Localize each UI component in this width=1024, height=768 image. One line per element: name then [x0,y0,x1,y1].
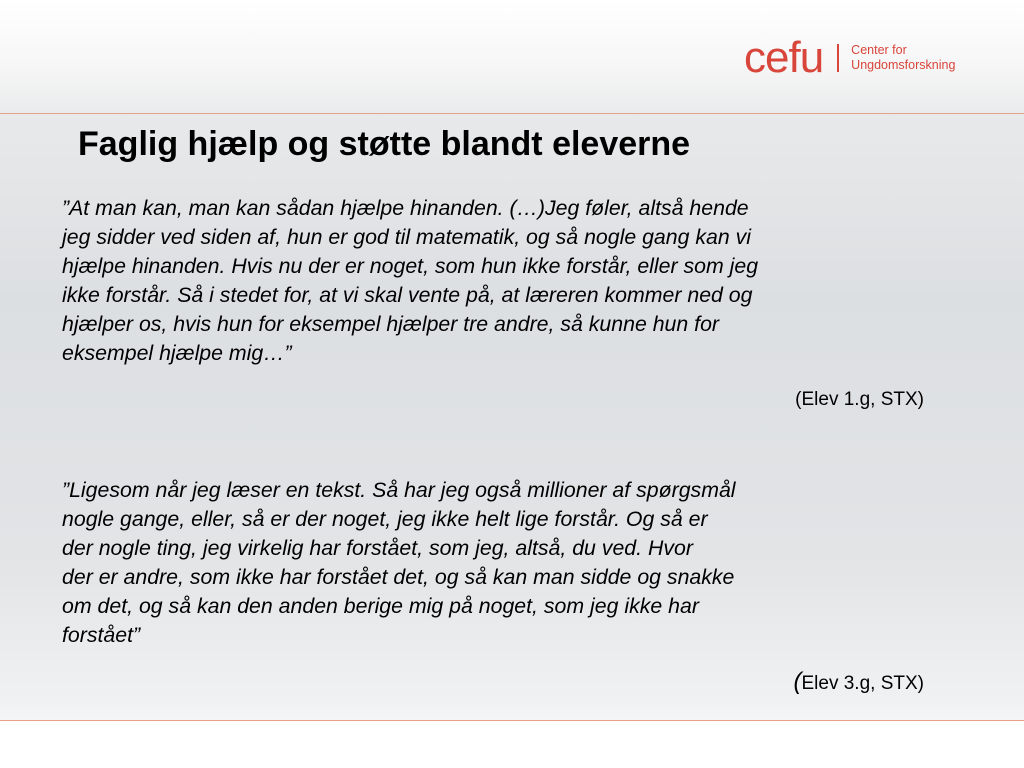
quote-2-line: der er andre, som ikke har forstået det, og så kan man sidde og snakke [62,565,735,589]
logo-subtitle-line-2: Ungdomsforskning [851,58,956,72]
quote-2-attribution [794,668,925,696]
quote-1-line: hjælpe hinanden. Hvis nu der er noget, som hun ikke forstår, eller som jeg [62,254,759,278]
quote-2 [62,476,962,650]
quote-1-attribution: (Elev 1.g, STX) [795,389,924,410]
header-rule [0,113,1024,114]
logo-wordmark: cefu [744,33,824,82]
quote-2-line: der nogle ting, jeg virkelig har forstået, som jeg, altså, du ved. Hvor [62,536,693,560]
attribution-open-paren: ( [793,668,802,695]
quote-1-line: ”At man kan, man kan sådan hjælpe hinanden. (…)Jeg føler, altså hende [62,196,749,220]
quote-2-line: forstået” [62,623,141,647]
quote-1-line: hjælper os, hvis hun for eksempel hjælper tre andre, så kunne hun for [62,312,720,336]
cefu-logo [744,33,956,82]
logo-divider [837,44,839,72]
logo-subtitle-line-1: Center for [851,43,907,57]
quote-2-line: om det, og så kan den anden berige mig på noget, som jeg ikke har [62,594,699,618]
quote-2-line: ”Ligesom når jeg læser en tekst. Så har jeg også millioner af spørgsmål [62,478,736,502]
quote-1-line: eksempel hjælpe mig…” [62,341,292,365]
quote-2-line: nogle gange, eller, så er der noget, jeg ikke helt lige forstår. Og så er [62,507,708,531]
slide-title: Faglig hjælp og støtte blandt eleverne [78,125,691,163]
quote-1 [62,194,962,368]
footer-band [0,721,1024,768]
attribution-text: Elev 3.g, STX) [801,673,924,694]
quote-1-line: jeg sidder ved siden af, hun er god til matematik, og så nogle gang kan vi [62,225,752,249]
footer-rule [0,720,1024,721]
quote-1-line: ikke forstår. Så i stedet for, at vi skal vente på, at læreren kommer ned og [62,283,753,307]
logo-subtitle [851,43,955,73]
